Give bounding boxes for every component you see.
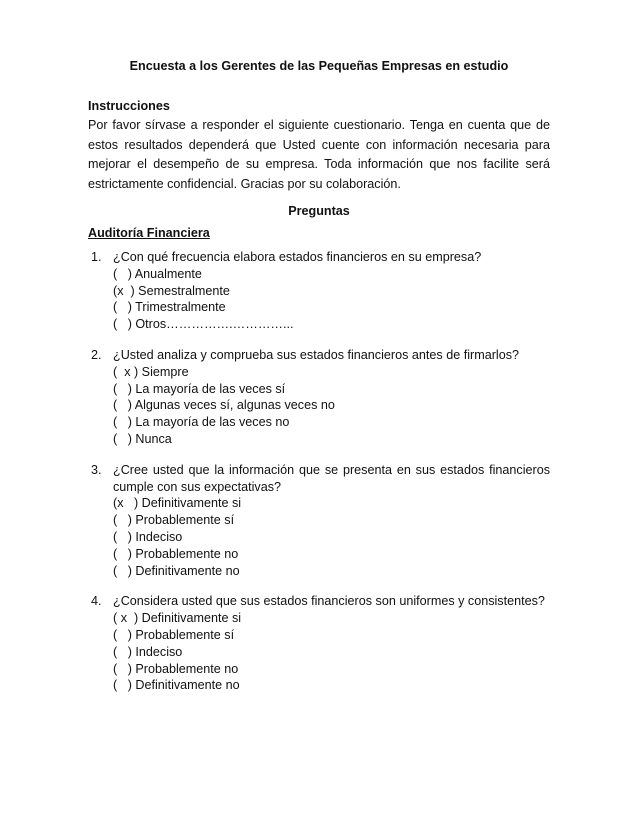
option-list <box>88 610 550 694</box>
option-item: ( ) Nunca <box>113 431 172 446</box>
option-item: ( ) Definitivamente no <box>113 678 240 693</box>
question-4 <box>88 593 550 694</box>
option-item: ( ) Trimestralmente <box>113 300 226 315</box>
question-number: 3. <box>91 462 102 477</box>
option-item: ( ) Probablemente sí <box>113 513 235 528</box>
question-text: ¿Cree usted que la información que se presenta en sus estados financieros cumple con sus expectativas? <box>113 462 550 494</box>
question-list <box>88 249 550 694</box>
question-text: ¿Usted analiza y comprueba sus estados financieros antes de firmarlos? <box>113 347 520 362</box>
option-item: ( ) Probablemente no <box>113 546 239 561</box>
question-number: 2. <box>91 347 102 362</box>
question-text: ¿Con qué frecuencia elabora estados financieros en su empresa? <box>113 250 482 264</box>
question-text: ¿Considera usted que sus estados financieros son uniformes y consistentes? <box>113 594 545 609</box>
question-2 <box>88 347 550 448</box>
option-item: ( ) Probablemente no <box>113 661 239 676</box>
option-item: ( ) Otros…………….…………... <box>113 317 294 332</box>
option-item: ( ) Probablemente sí <box>113 627 235 642</box>
question-number: 1. <box>91 250 102 264</box>
instructions-label: Instrucciones <box>88 99 170 113</box>
option-item: (x ) Definitivamente si <box>113 496 242 511</box>
option-list <box>88 495 550 579</box>
section-heading: Auditoría Financiera <box>88 226 210 240</box>
document-title: Encuesta a los Gerentes de las Pequeñas Empresas en estudio <box>129 59 509 73</box>
option-item: ( ) Anualmente <box>113 266 202 281</box>
option-item: ( ) La mayoría de las veces no <box>113 415 290 430</box>
option-item: ( ) Indeciso <box>113 529 183 544</box>
option-item: ( ) Algunas veces sí, algunas veces no <box>113 398 335 413</box>
option-item: ( x ) Definitivamente si <box>113 611 242 626</box>
option-item: ( ) Indeciso <box>113 644 183 659</box>
option-list <box>88 266 550 333</box>
option-item: ( x ) Siempre <box>113 364 189 379</box>
question-number: 4. <box>91 594 102 609</box>
question-1 <box>88 249 550 333</box>
questions-heading: Preguntas <box>288 204 350 218</box>
option-list <box>88 364 550 448</box>
option-item: ( ) La mayoría de las veces sí <box>113 381 286 396</box>
option-item: (x ) Semestralmente <box>113 283 230 298</box>
instructions-text: Por favor sírvase a responder el siguiente cuestionario. Tenga en cuenta que de estos resultados dependerá que Usted cuente con información necesaria para mejorar el desempeño de su empresa. Toda información que nos facilite será estrictamente confidencial. Gracias por su colaboración. <box>88 118 550 191</box>
question-3 <box>88 462 550 580</box>
option-item: ( ) Definitivamente no <box>113 563 240 578</box>
